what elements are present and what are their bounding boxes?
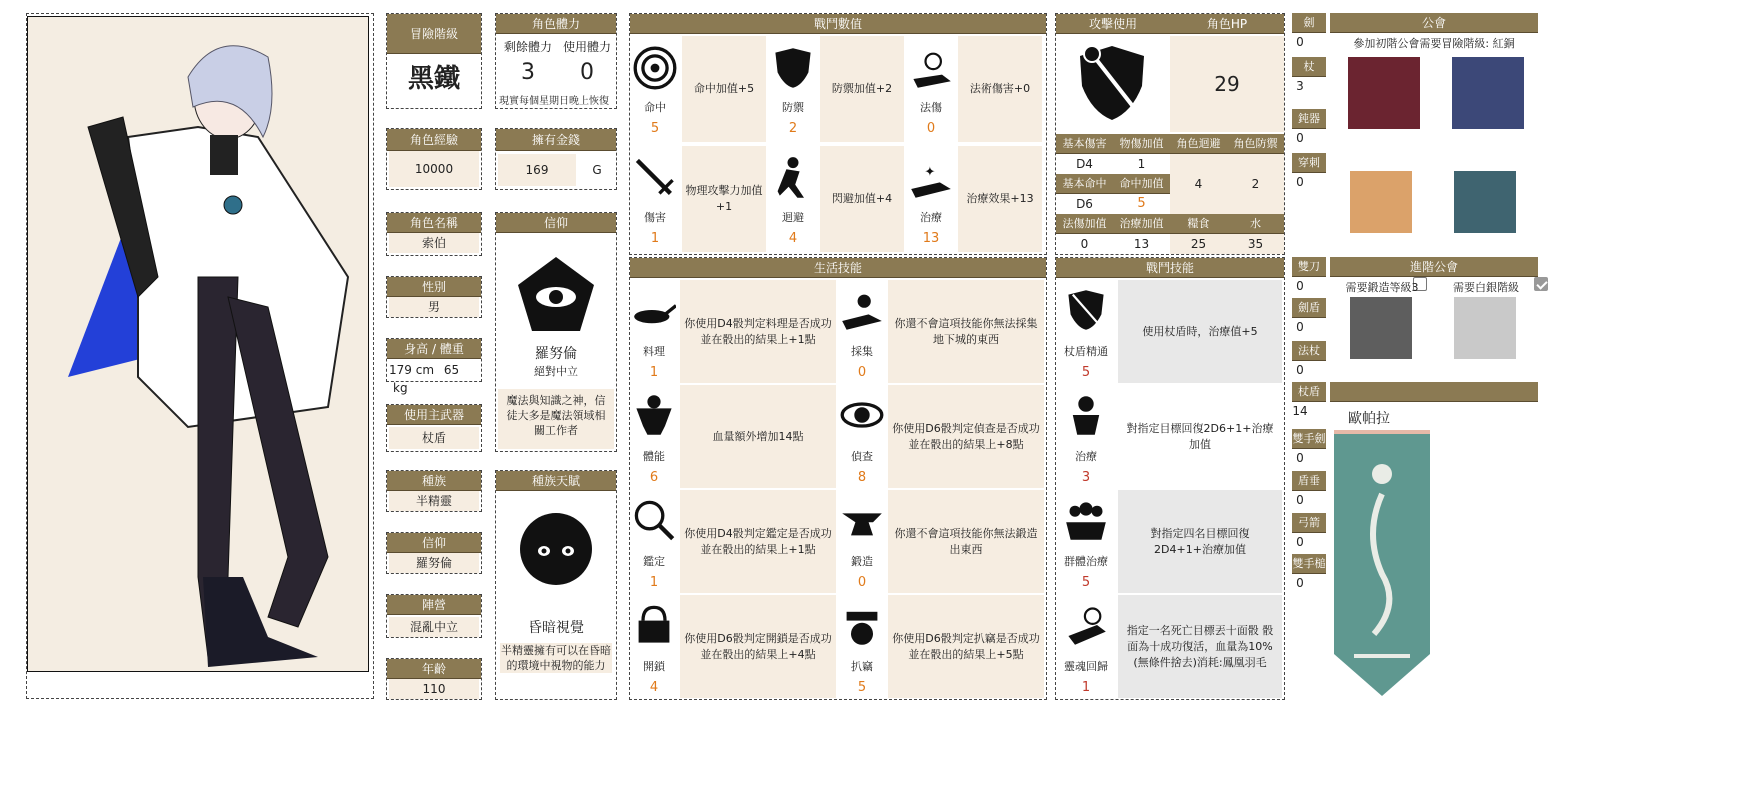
alignment-card xyxy=(386,594,482,638)
battle-skill-value: 5 xyxy=(1081,365,1091,380)
combat-stat-target-icon xyxy=(630,36,680,144)
base-dmg: D4 xyxy=(1076,157,1093,171)
combat-stat-label: 防禦 xyxy=(782,101,804,114)
weapon-sword_shield-label: 劍盾 xyxy=(1292,298,1326,318)
smith-guild-crest xyxy=(1350,297,1412,359)
combat-title: 戰鬥數值 xyxy=(630,14,1046,34)
stamina-use-label: 使用體力 xyxy=(562,40,611,54)
battle-skill-desc: 指定一名死亡目標丟十面骰 骰面為十成功復活，血量為10%(無條件捨去)消耗:鳳凰羽毛 xyxy=(1118,595,1282,698)
magnifier-icon xyxy=(630,498,678,545)
battle-skill-desc: 對指定四名目標回復2D4+1+治療加值 xyxy=(1118,490,1282,593)
age-value: 110 xyxy=(389,679,479,699)
height-value: 179 xyxy=(389,363,412,377)
heal-bonus: 13 xyxy=(1133,237,1150,251)
life-skill-value: 1 xyxy=(649,575,659,590)
belief-desc: 魔法與知識之神，信徒大多是魔法領域相關工作者 xyxy=(498,389,614,449)
guild-crest-teal xyxy=(1454,171,1516,233)
attack-panel xyxy=(1055,13,1285,255)
all-seeing-eye-icon xyxy=(516,255,596,335)
life-skill-label: 體能 xyxy=(643,450,665,463)
banner-header xyxy=(1330,382,1538,402)
combat-stat-dodge-icon xyxy=(768,146,818,254)
weapon-sword_shield-value: 0 xyxy=(1296,320,1304,334)
dark-creature-icon xyxy=(516,509,596,589)
rank-value: 黑鐵 xyxy=(407,64,460,94)
hdr-food: 糧食 xyxy=(1170,214,1227,234)
battle-skill-label: 治療 xyxy=(1075,450,1097,463)
guild-banner xyxy=(1334,434,1430,696)
stamina-note: 現實每個星期日晚上恢復 xyxy=(499,96,609,107)
life-skill-value: 8 xyxy=(857,470,867,485)
align-title: 陣營 xyxy=(387,595,481,615)
combat-stat-label: 命中 xyxy=(644,101,666,114)
combat-stat-value: 5 xyxy=(650,121,660,136)
guild-crest-red xyxy=(1348,57,1420,129)
magic-hand-icon xyxy=(906,46,956,93)
rank-title: 冒險階級 xyxy=(387,14,481,54)
magic-bonus: 0 xyxy=(1080,237,1089,251)
combat-panel xyxy=(629,13,1047,255)
adv-guild-title: 進階公會 xyxy=(1330,257,1538,277)
anvil-icon xyxy=(838,498,886,545)
weapon-dual-label: 雙刀 xyxy=(1292,257,1326,277)
hdr-magic-bonus: 法傷加值 xyxy=(1056,214,1113,234)
phys-bonus: 1 xyxy=(1137,157,1146,171)
gender-title: 性別 xyxy=(387,277,481,297)
life-skill-desc: 你使用D6骰判定開鎖是否成功並在骰出的結果上+4點 xyxy=(680,595,836,698)
adv2-note: 需要白銀階級 xyxy=(1453,281,1519,294)
combat-stat-effect: 命中加值+5 xyxy=(682,36,766,142)
exp-value: 10000 xyxy=(389,151,479,187)
stamina-remain: 3 xyxy=(521,60,535,85)
guild-crest-blue xyxy=(1452,57,1524,129)
faith-value: 羅努倫 xyxy=(389,553,479,573)
weapon-staff-value: 3 xyxy=(1296,79,1304,93)
name-value: 索伯 xyxy=(389,233,479,253)
weapon-staff_shield-label: 杖盾 xyxy=(1292,382,1326,402)
faith-card xyxy=(386,532,482,574)
life-skill-desc: 你使用D6骰判定偵查是否成功並在骰出的結果上+8點 xyxy=(888,385,1044,488)
battle-skill-staff-shield-icon xyxy=(1056,280,1116,384)
weapon-bow-value: 0 xyxy=(1296,535,1304,549)
guild-title: 公會 xyxy=(1330,13,1538,33)
gather-icon xyxy=(838,288,886,335)
hdr-heal-bonus: 治療加值 xyxy=(1113,214,1170,234)
battle-skill-group-heal-icon xyxy=(1056,490,1116,594)
hit-bonus: 5 xyxy=(1137,196,1146,211)
belief-alignment: 絕對中立 xyxy=(534,365,578,378)
stamina-card xyxy=(495,13,617,109)
hdr-defense: 角色防禦 xyxy=(1227,134,1284,154)
heal-hand-icon xyxy=(906,156,956,203)
water: 35 xyxy=(1227,234,1284,254)
life-skill-desc: 你使用D4骰判定料理是否成功並在骰出的結果上+1點 xyxy=(680,280,836,383)
combat-stat-value: 2 xyxy=(788,121,798,136)
life-skill-desc: 你使用D4骰判定鑑定是否成功並在骰出的結果上+1點 xyxy=(680,490,836,593)
group-heal-icon xyxy=(1056,498,1116,545)
character-portrait xyxy=(27,16,369,672)
life-skill-label: 偵查 xyxy=(851,450,873,463)
silver-guild-crest xyxy=(1454,297,1516,359)
combat-stat-magic-hand-icon xyxy=(906,36,956,144)
life-skill-label: 鍛造 xyxy=(851,555,873,568)
sword-icon xyxy=(630,156,680,203)
life-skill-muscle-icon xyxy=(630,385,678,489)
weapon-pierce-value: 0 xyxy=(1296,175,1304,189)
food: 25 xyxy=(1170,234,1227,254)
battle-skill-revive-icon xyxy=(1056,595,1116,699)
life-skill-label: 開鎖 xyxy=(643,660,665,673)
banner-panel xyxy=(1330,382,1538,700)
banner-name: 歐帕拉 xyxy=(1348,411,1390,427)
weapon-two_hand-label: 雙手劍 xyxy=(1292,429,1326,449)
life-skill-gather-icon xyxy=(838,280,886,384)
life-skill-label: 鑑定 xyxy=(643,555,665,568)
talent-card xyxy=(495,470,617,700)
attack-title: 攻擊使用 xyxy=(1056,14,1170,34)
hp-value: 29 xyxy=(1170,36,1284,132)
weapon-dual-value: 0 xyxy=(1296,279,1304,293)
talent-title: 種族天賦 xyxy=(496,471,616,491)
combat-stat-effect: 法術傷害+0 xyxy=(958,36,1042,142)
life-skill-value: 0 xyxy=(857,575,867,590)
life-skill-value: 6 xyxy=(649,470,659,485)
stamina-title: 角色體力 xyxy=(496,14,616,34)
money-value: 169 xyxy=(498,154,576,186)
combat-stat-label: 法傷 xyxy=(920,101,942,114)
money-title: 擁有金錢 xyxy=(496,129,616,151)
combat-stat-heal-hand-icon xyxy=(906,146,956,254)
hp-title: 角色HP xyxy=(1170,14,1284,34)
life-skill-value: 1 xyxy=(649,365,659,380)
height-weight-card xyxy=(386,338,482,395)
age-title: 年齡 xyxy=(387,659,481,679)
guild-note: 參加初階公會需要冒險階級: 紅銅 xyxy=(1353,37,1515,50)
belief-card xyxy=(495,212,617,452)
hdr-base-dmg: 基本傷害 xyxy=(1056,134,1113,154)
battle-skill-desc: 使用杖盾時，治療值+5 xyxy=(1118,280,1282,383)
align-value: 混亂中立 xyxy=(389,617,479,637)
battle-skill-label: 群體治療 xyxy=(1064,555,1108,568)
race-card xyxy=(386,470,482,512)
combat-stat-effect: 物理攻擊力加值+1 xyxy=(682,146,766,252)
weapon-blunt-value: 0 xyxy=(1296,131,1304,145)
life-skill-eye-icon xyxy=(838,385,886,489)
target-icon xyxy=(630,46,680,93)
life-title: 生活技能 xyxy=(630,258,1046,278)
battle-title: 戰鬥技能 xyxy=(1056,258,1284,278)
life-skill-cooking-icon xyxy=(630,280,678,384)
advanced-guild-panel xyxy=(1330,257,1538,377)
battle-skill-label: 杖盾精通 xyxy=(1064,345,1108,358)
staff-shield-icon xyxy=(1072,42,1152,122)
weapon-card xyxy=(386,404,482,452)
weapon-two_hand2-value: 0 xyxy=(1296,576,1304,590)
life-skill-label: 扒竊 xyxy=(851,660,873,673)
guild-crest-tan xyxy=(1350,171,1412,233)
battle-skill-heal-person-icon xyxy=(1056,385,1116,489)
rank-card xyxy=(386,13,482,109)
weapon-title: 使用主武器 xyxy=(387,405,481,425)
battle-skill-value: 5 xyxy=(1081,575,1091,590)
portrait-panel xyxy=(26,13,374,699)
stamina-use: 0 xyxy=(580,60,594,85)
heal-person-icon xyxy=(1056,393,1116,440)
combat-stat-value: 0 xyxy=(926,121,936,136)
stamina-remain-label: 剩餘體力 xyxy=(503,40,552,54)
life-skill-value: 5 xyxy=(857,680,867,695)
staff-shield-icon xyxy=(1056,288,1116,335)
adv1-note: 需要鍛造等級3 xyxy=(1345,281,1419,294)
life-skill-value: 0 xyxy=(857,365,867,380)
hdr-evade: 角色迴避 xyxy=(1170,134,1227,154)
weapon-two_hand-value: 0 xyxy=(1296,451,1304,465)
life-skill-label: 採集 xyxy=(851,345,873,358)
life-skill-magnifier-icon xyxy=(630,490,678,594)
life-skill-thief-icon xyxy=(838,595,886,699)
combat-stat-label: 迴避 xyxy=(782,211,804,224)
defense: 2 xyxy=(1227,154,1284,214)
gender-card xyxy=(386,276,482,318)
combat-stat-shield-icon xyxy=(768,36,818,144)
combat-stat-value: 4 xyxy=(788,231,798,246)
battle-skills-panel xyxy=(1055,257,1285,700)
race-title: 種族 xyxy=(387,471,481,491)
hdr-hit-bonus: 命中加值 xyxy=(1113,174,1170,194)
lockpick-icon xyxy=(630,603,678,650)
life-skill-label: 料理 xyxy=(643,345,665,358)
weapon-two_hand2-label: 雙手槌 xyxy=(1292,554,1326,574)
muscle-icon xyxy=(630,393,678,440)
talent-desc: 半精靈擁有可以在昏暗的環境中視物的能力 xyxy=(501,644,611,672)
age-card xyxy=(386,658,482,700)
exp-card xyxy=(386,128,482,190)
life-skill-desc: 你還不會這項技能你無法採集地下城的東西 xyxy=(888,280,1044,383)
hdr-water: 水 xyxy=(1227,214,1284,234)
hdr-phys-bonus: 物傷加值 xyxy=(1113,134,1170,154)
weapon-staff_shield-value: 14 xyxy=(1292,404,1308,418)
height-weight-values xyxy=(389,361,481,397)
life-skill-lockpick-icon xyxy=(630,595,678,699)
svg-text:✦: ✦ xyxy=(924,164,936,180)
weight-value: 65 xyxy=(443,363,460,377)
attack-table xyxy=(1056,134,1284,254)
life-skill-value: 4 xyxy=(649,680,659,695)
weapon-sword-label: 劍 xyxy=(1292,13,1326,33)
height-unit: cm xyxy=(415,363,435,377)
combat-stat-sword-icon xyxy=(630,146,680,254)
combat-stat-effect: 閃避加值+4 xyxy=(820,146,904,252)
combat-stat-effect: 治療效果+13 xyxy=(958,146,1042,252)
battle-skill-desc: 對指定目標回復2D6+1+治療加值 xyxy=(1118,385,1282,488)
weapon-hammer-label: 盾垂 xyxy=(1292,471,1326,491)
shield-icon xyxy=(768,46,818,93)
life-skill-desc: 你使用D6骰判定扒竊是否成功並在骰出的結果上+5點 xyxy=(888,595,1044,698)
evade: 4 xyxy=(1170,154,1227,214)
weapon-magic_staff-label: 法杖 xyxy=(1292,341,1326,361)
cooking-icon xyxy=(630,288,678,335)
talent-name: 昏暗視覺 xyxy=(528,620,584,636)
weapon-value: 杖盾 xyxy=(389,427,479,449)
revive-icon xyxy=(1056,603,1116,650)
guild-panel xyxy=(1330,13,1538,253)
weapon-staff-label: 杖 xyxy=(1292,57,1326,77)
money-card xyxy=(495,128,617,190)
weapon-hammer-value: 0 xyxy=(1296,493,1304,507)
belief-title: 信仰 xyxy=(496,213,616,233)
weapon-column xyxy=(1292,13,1326,613)
eye-icon xyxy=(838,393,886,440)
combat-stat-label: 治療 xyxy=(920,211,942,224)
name-card xyxy=(386,212,482,256)
life-skill-desc: 血量額外增加14點 xyxy=(680,385,836,488)
faith-title: 信仰 xyxy=(387,533,481,553)
base-hit: D6 xyxy=(1076,197,1093,211)
life-skills-panel xyxy=(629,257,1047,700)
combat-stat-label: 傷害 xyxy=(644,211,666,224)
name-title: 角色名稱 xyxy=(387,213,481,233)
weapon-pierce-label: 穿刺 xyxy=(1292,153,1326,173)
battle-skill-value: 3 xyxy=(1081,470,1091,485)
weight-unit: kg xyxy=(393,381,408,395)
combat-stat-value: 1 xyxy=(650,231,660,246)
weapon-magic_staff-value: 0 xyxy=(1296,363,1304,377)
battle-skill-value: 1 xyxy=(1081,680,1091,695)
weapon-sword-value: 0 xyxy=(1296,35,1304,49)
race-value: 半精靈 xyxy=(389,491,479,511)
combat-stat-value: 13 xyxy=(922,231,940,246)
battle-skill-label: 靈魂回歸 xyxy=(1064,660,1108,673)
money-unit: G xyxy=(592,163,602,177)
gender-value: 男 xyxy=(389,297,479,317)
thief-icon xyxy=(838,603,886,650)
hw-title: 身高 / 體重 xyxy=(387,339,481,359)
weapon-blunt-label: 鈍器 xyxy=(1292,109,1326,129)
life-skill-desc: 你還不會這項技能你無法鍛造出東西 xyxy=(888,490,1044,593)
combat-stat-effect: 防禦加值+2 xyxy=(820,36,904,142)
dodge-icon xyxy=(768,156,818,203)
hdr-base-hit: 基本命中 xyxy=(1056,174,1113,194)
weapon-bow-label: 弓箭 xyxy=(1292,513,1326,533)
belief-god: 羅努倫 xyxy=(535,346,577,362)
exp-title: 角色經驗 xyxy=(387,129,481,151)
life-skill-anvil-icon xyxy=(838,490,886,594)
